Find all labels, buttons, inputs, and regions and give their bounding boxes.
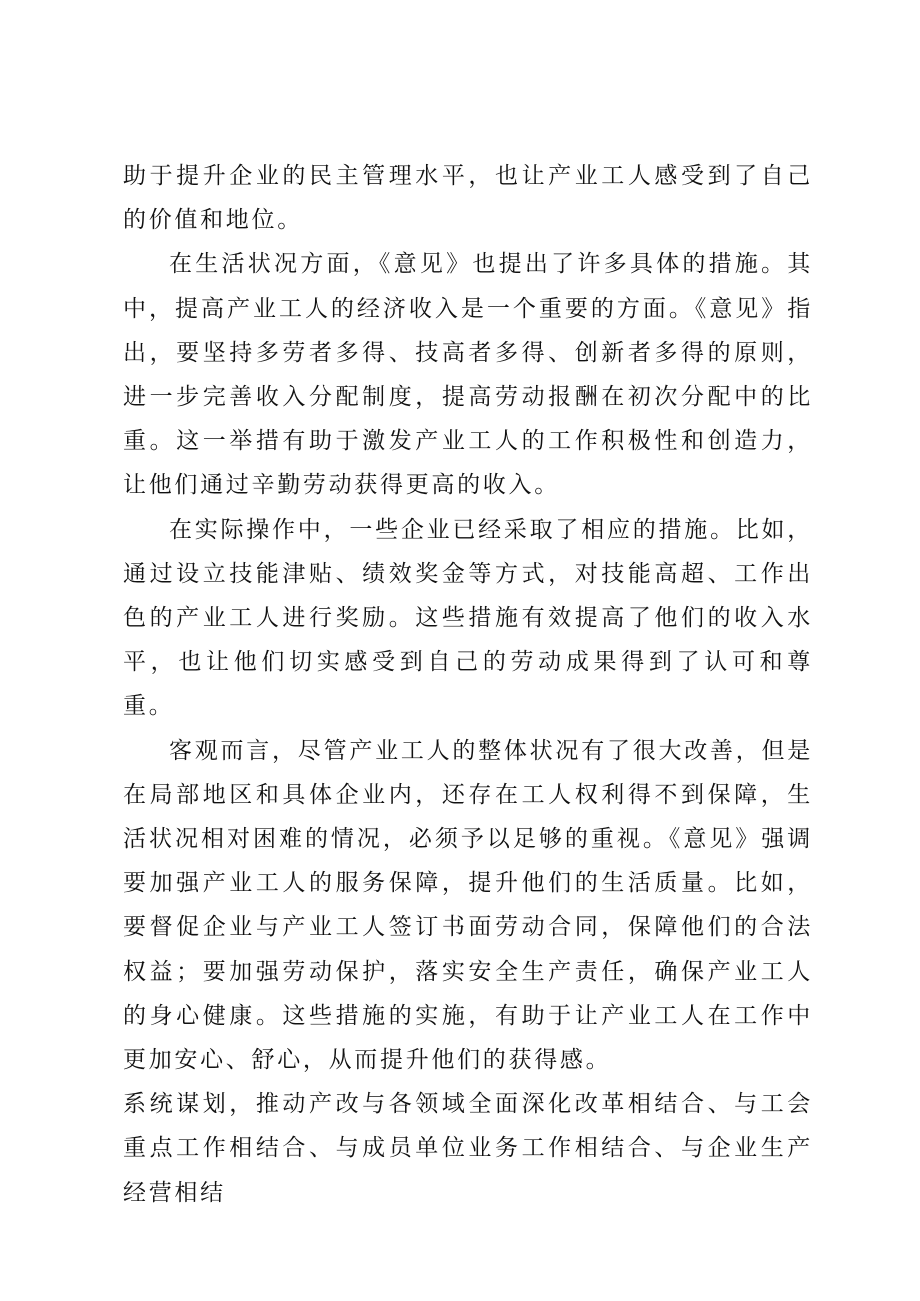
paragraph-5: 系统谋划，推动产改与各领域全面深化改革相结合、与工会重点工作相结合、与成员单位业务工作相结合、与企业生产经营相结: [123, 1091, 813, 1206]
document-body: [123, 154, 813, 1215]
paragraph-4: 客观而言，尽管产业工人的整体状况有了很大改善，但是在局部地区和具体企业内，还存在工人权利得不到保障，生活状况相对困难的情况，必须予以足够的重视。《意见》强调要加强产业工人的服务保障，提升他们的生活质量。比如，要督促企业与产业工人签订书面劳动合同，保障他们的合法权益；要加强劳动保护，落实安全生产责任，确保产业工人的身心健康。这些措施的实施，有助于让产业工人在工作中更加安心、舒心，从而提升他们的获得感。: [123, 737, 813, 1074]
paragraph-3: 在实际操作中，一些企业已经采取了相应的措施。比如，通过设立技能津贴、绩效奖金等方式，对技能高超、工作出色的产业工人进行奖励。这些措施有效提高了他们的收入水平，也让他们切实感受到自己的劳动成果得到了认可和尊重。: [123, 516, 813, 720]
paragraph-1: 助于提升企业的民主管理水平，也让产业工人感受到了自己的价值和地位。: [123, 163, 813, 234]
paragraph-2: 在生活状况方面，《意见》也提出了许多具体的措施。其中，提高产业工人的经济收入是一个重要的方面。《意见》指出，要坚持多劳者多得、技高者多得、创新者多得的原则，进一步完善收入分配制度，提高劳动报酬在初次分配中的比重。这一举措有助于激发产业工人的工作积极性和创造力，让他们通过辛勤劳动获得更高的收入。: [123, 251, 813, 499]
